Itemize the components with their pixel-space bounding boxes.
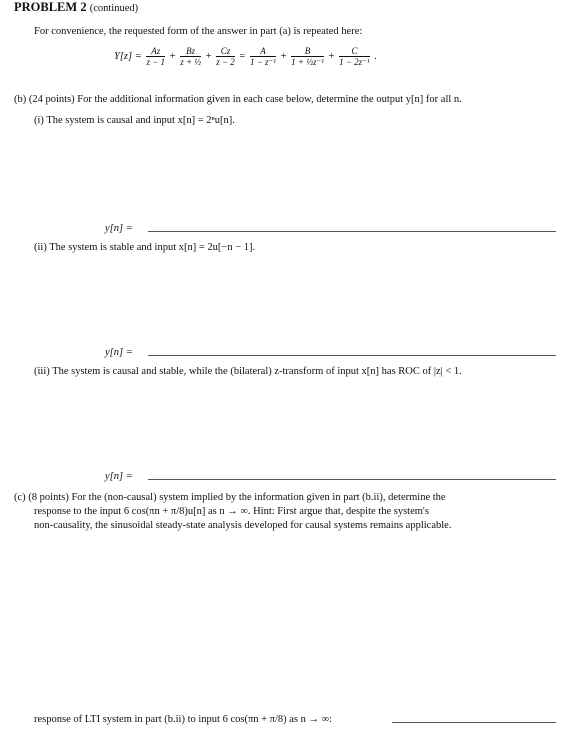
part-c-line-1: (c) (8 points) For the (non-causal) system implied by the information given in part (b.ii), determine the (14, 492, 446, 503)
term-4: $\frac{A}{\text{1 − z⁻¹}}$ (249, 46, 276, 67)
answer-form-equation: Y[z] = $\frac{Az}{z - 1}$ + $\frac{Bz}{\text{z + ½}}$ + $\frac{Cz}{z - 2}$ = $\frac{A}{\text{1 − z⁻¹}}$ + $\frac{B}{\text{1 + ½z⁻¹}}$ + $\frac{C}{\text{1 − 2z⁻¹}}$ . (114, 46, 377, 67)
part-b-iii: (iii) The system is causal and stable, while the (bilateral) z-transform of input x[n] has ROC of |z| < 1. (34, 366, 462, 377)
answer-label-c: response of LTI system in part (b.ii) to input 6 cos(πn + π/8) as n → ∞: (34, 714, 333, 725)
part-b-ii: (ii) The system is stable and input x[n] = 2u[−n − 1]. (34, 242, 256, 253)
answer-label-iii: y[n] = (105, 471, 133, 482)
answer-label-i: y[n] = (105, 223, 133, 234)
term-3: $\frac{Cz}{z - 2}$ (216, 46, 235, 67)
term-5: $\frac{B}{\text{1 + ½z⁻¹}}$ (291, 46, 324, 67)
part-c-line-2: response to the input 6 cos(πn + π/8)u[n] as n → ∞. Hint: First argue that, despite the system's (34, 506, 429, 517)
term-6: $\frac{C}{\text{1 − 2z⁻¹}}$ (339, 46, 370, 67)
eq-lhs: Y[z] = (114, 51, 142, 62)
part-b-i: (i) The system is causal and input x[n] = 2ⁿu[n]. (34, 115, 235, 126)
answer-line-c[interactable] (392, 722, 556, 723)
answer-line-ii[interactable] (148, 355, 556, 356)
answer-line-iii[interactable] (148, 479, 556, 480)
problem-title: PROBLEM 2 (14, 0, 87, 14)
answer-label-ii: y[n] = (105, 347, 133, 358)
problem-subtitle: (continued) (89, 3, 139, 14)
intro-text: For convenience, the requested form of the answer in part (a) is repeated here: (34, 26, 363, 37)
answer-line-i[interactable] (148, 231, 556, 232)
term-1: $\frac{Az}{z - 1}$ (146, 46, 166, 67)
problem-header (14, 0, 138, 15)
term-2: $\frac{Bz}{\text{z + ½}}$ (180, 46, 202, 67)
part-b-text: (b) (24 points) For the additional information given in each case below, determine the output y[n] for all n. (14, 94, 462, 105)
part-c-line-3: non-causality, the sinusoidal steady-state analysis developed for causal systems remains applicable. (34, 520, 452, 531)
